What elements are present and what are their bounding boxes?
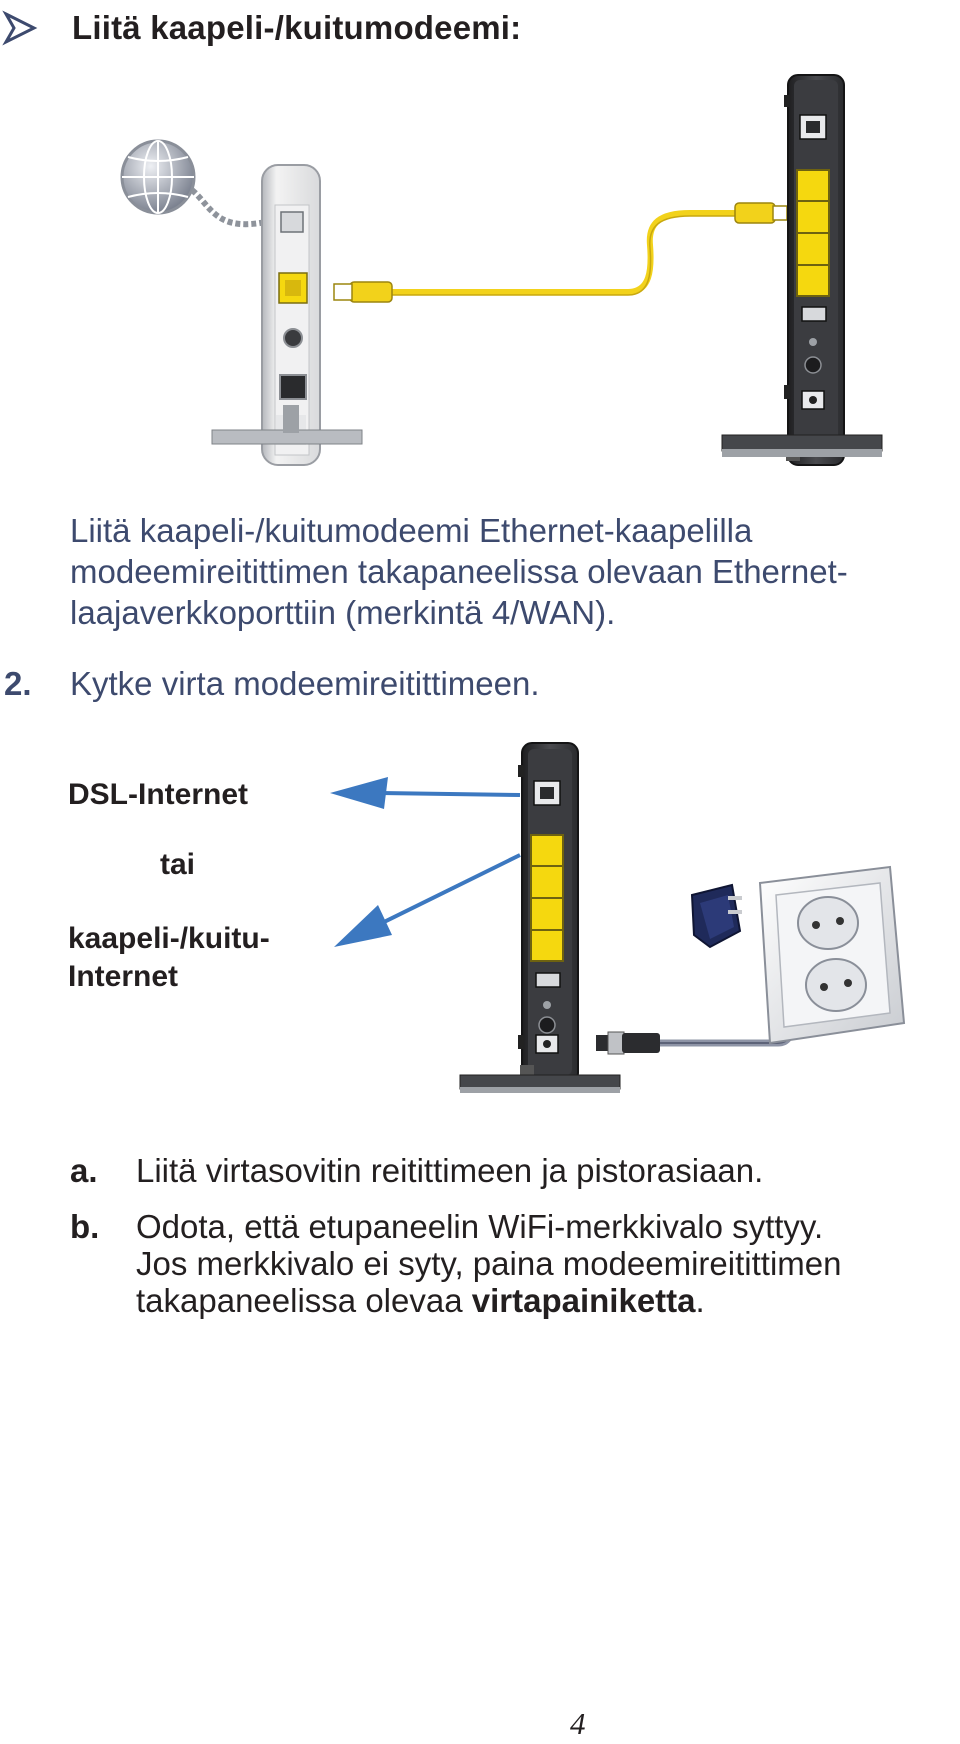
ethernet-cable-yellow [334,203,787,302]
dsl-internet-label: DSL-Internet [68,778,248,811]
cable-internet-label-line2: Internet [68,960,179,993]
substep-letter: b. [70,1208,100,1245]
instruction-paragraph [70,510,950,633]
substep-line: Odota, että etupaneelin WiFi-merkkivalo syttyy. [136,1208,824,1245]
section-heading [0,8,521,48]
paragraph-line: Liitä kaapeli-/kuitumodeemi Ethernet-kaapelilla [70,512,753,549]
power-button-term: virtapainiketta [471,1282,696,1319]
power-plug-connector [596,1032,660,1054]
substep-text [136,1208,841,1319]
substep-line-suffix: . [695,1282,705,1319]
arrow-left-icon [334,855,520,947]
section-title: Liitä kaapeli-/kuitumodeemi: [72,9,522,46]
modem-router-connection-figure [0,55,960,475]
globe-icon [122,141,194,213]
step-text: Kytke virta modeemireitittimeen. [70,665,540,702]
paragraph-line: modeemireitittimen takapaneelissa olevaan Ethernet- [70,553,848,590]
power-connection-figure [300,735,940,1125]
substep-line: Jos merkkivalo ei syty, paina modeemireitittimen [136,1245,842,1282]
arrow-bullet-icon [2,10,46,46]
arrow-left-icon [330,777,520,809]
cable-modem-illustration [212,165,362,465]
substep-text [136,1152,763,1189]
or-label: tai [160,848,196,881]
wall-outlet-illustration [760,867,904,1043]
substep-letter: a. [70,1152,98,1189]
paragraph-line: laajaverkkoporttiin (merkintä 4/WAN). [70,594,616,631]
router-illustration [722,75,882,465]
page-number: 4 [570,1706,586,1741]
step-2 [0,662,540,706]
substep-line-prefix: takapaneelissa olevaa [136,1282,472,1319]
substep-line: Liitä virtasovitin reitittimeen ja pistorasiaan. [136,1152,764,1189]
substep-line-last [136,1282,841,1319]
step-number: 2. [4,665,32,702]
cable-internet-label-line1: kaapeli-/kuitu- [68,922,270,955]
